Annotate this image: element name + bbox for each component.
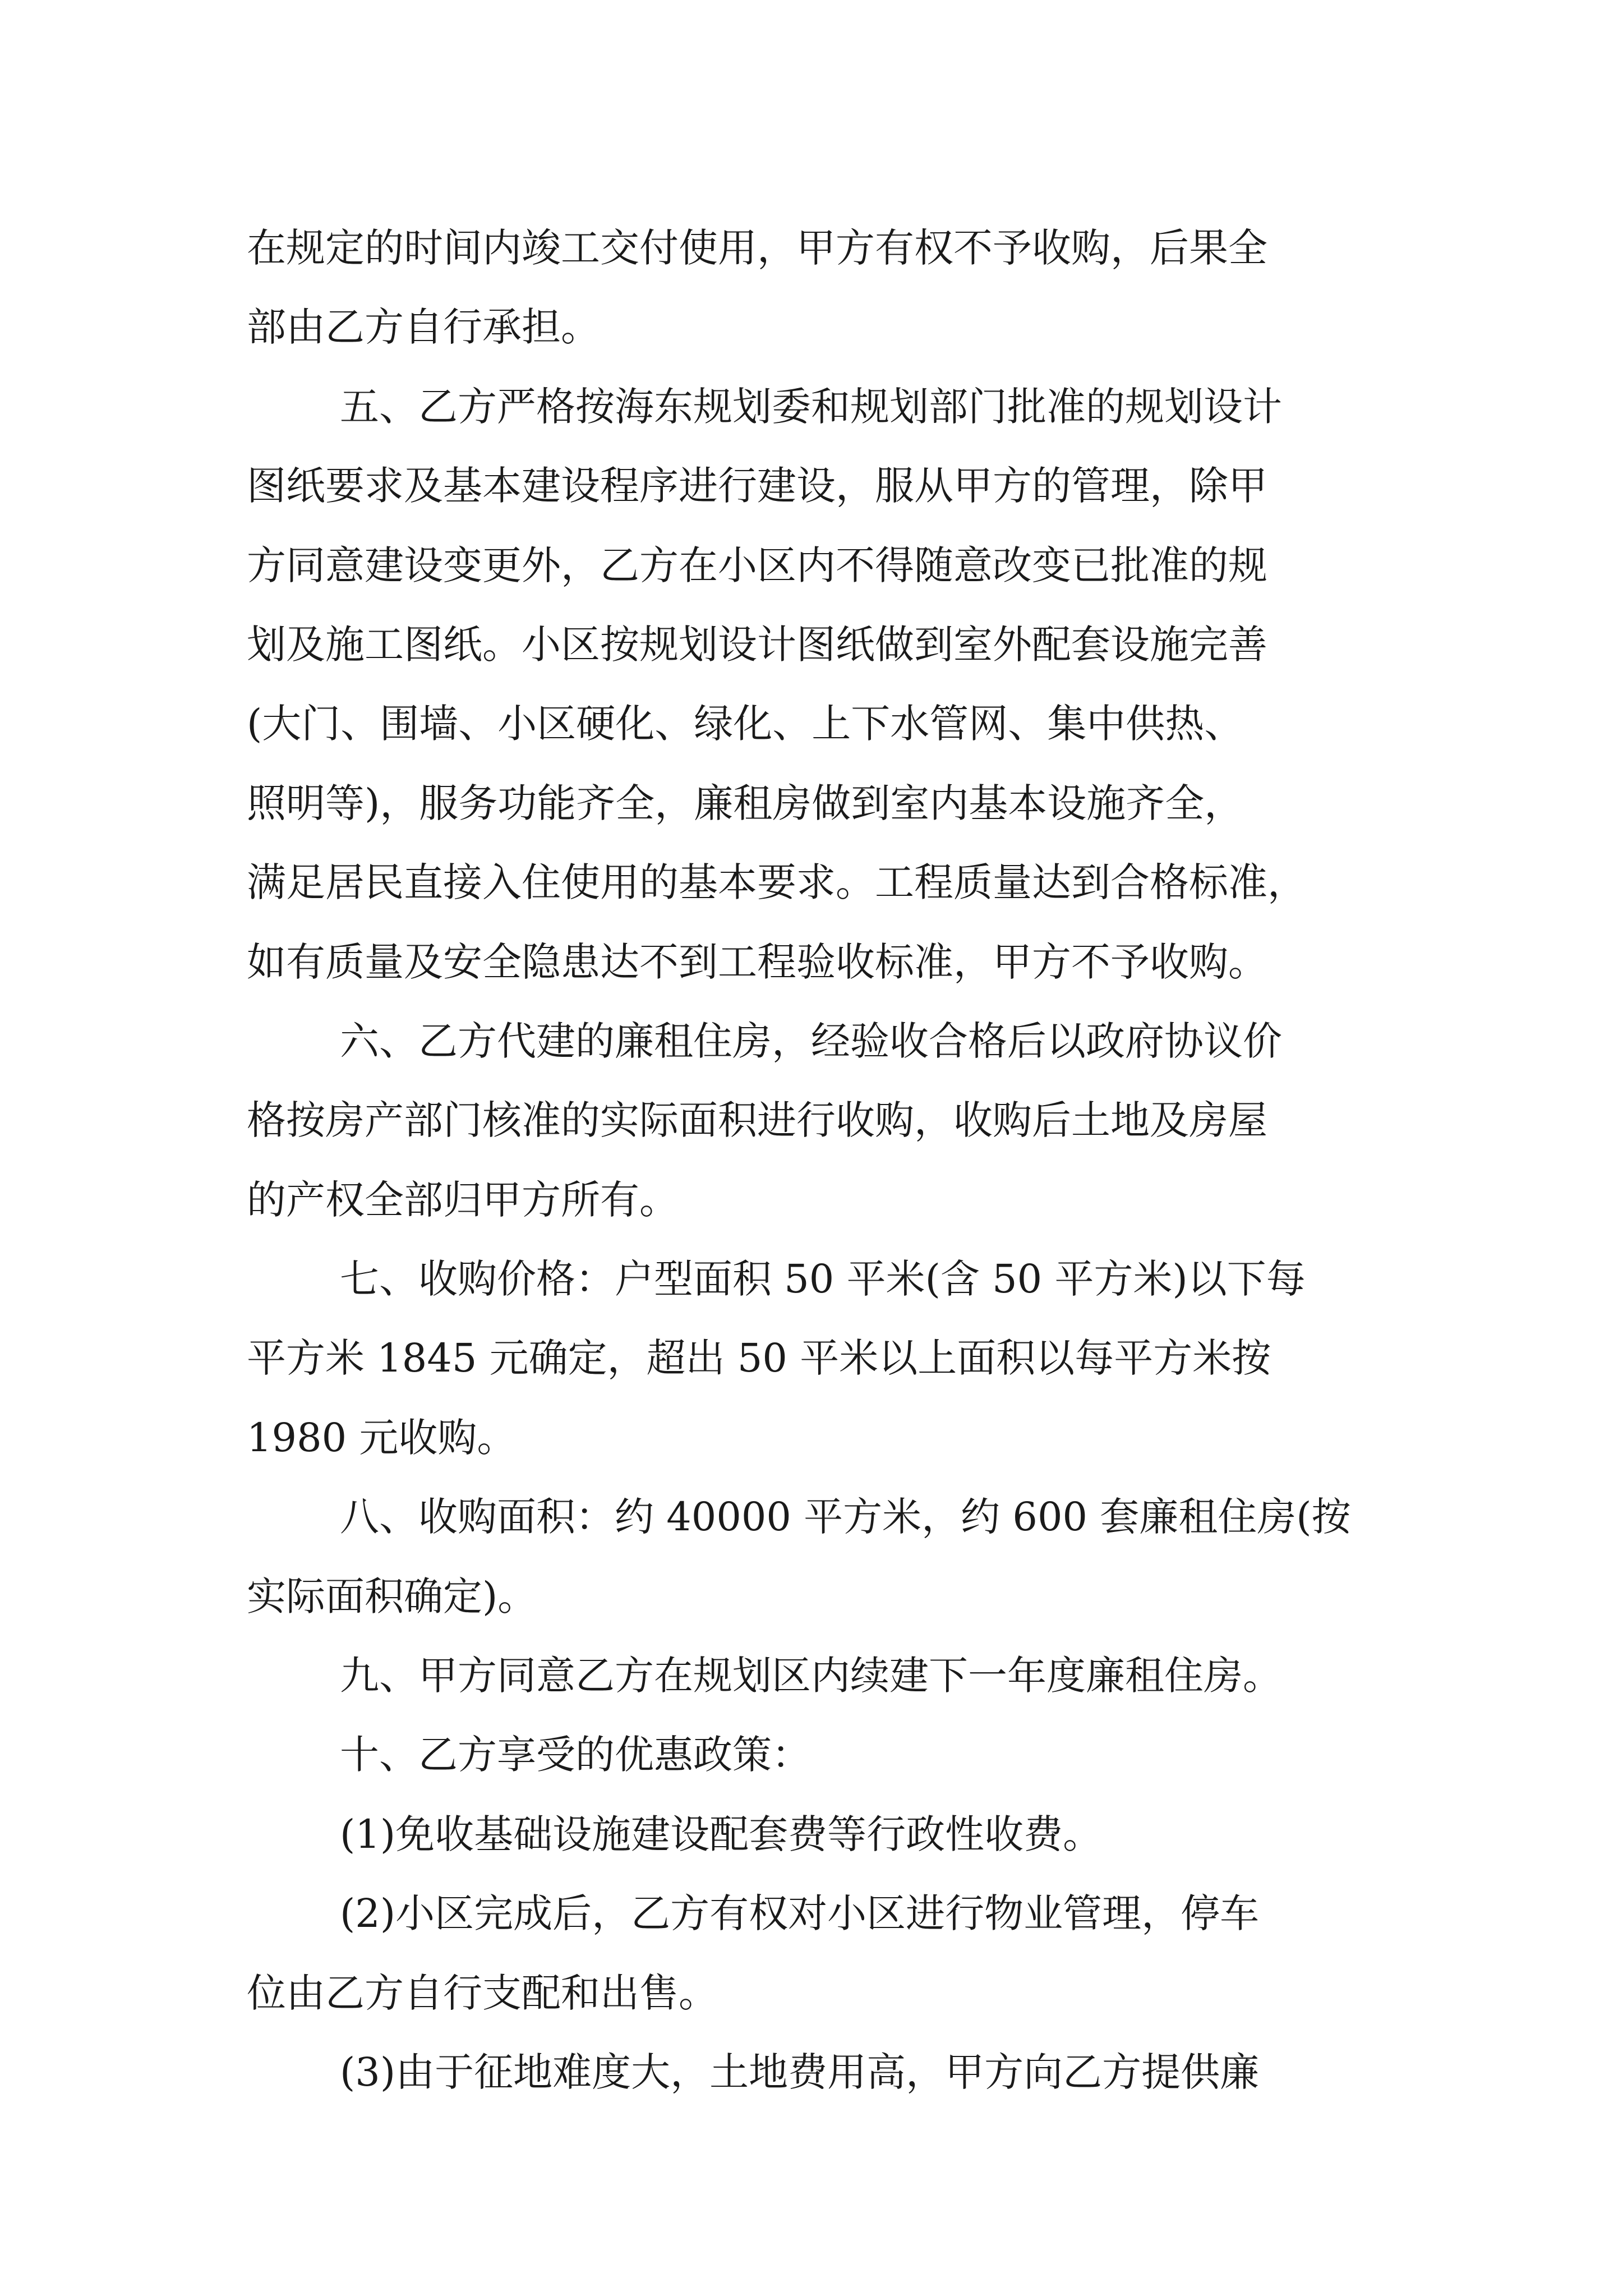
paragraph-clause-5 [247,367,1402,1002]
paragraph-continuation [247,209,1402,367]
text-line: 1980 元收购。 [247,1414,517,1461]
text-line: 八、收购面积：约 40000 平方米，约 600 套廉租住房(按 [340,1494,1351,1540]
text-line: 十、乙方享受的优惠政策： [340,1732,811,1778]
paragraph-clause-8 [247,1478,1402,1636]
text-line: 方同意建设变更外，乙方在小区内不得随意改变已批准的规 [247,542,1267,588]
text-line: 九、甲方同意乙方在规划区内续建下一年度廉租住房。 [340,1653,1282,1699]
text-line: 照明等)，服务功能齐全，廉租房做到室内基本设施齐全， [247,780,1244,826]
text-line: 平方米 1845 元确定，超出 50 平米以上面积以每平方米按 [247,1335,1271,1382]
text-line: (3)由于征地难度大，土地费用高，甲方向乙方提供廉 [340,2049,1260,2095]
paragraph-clause-10-item-1 [247,1795,1402,1874]
text-line: (大门、围墙、小区硬化、绿化、上下水管网、集中供热、 [247,701,1244,747]
text-line: 的产权全部归甲方所有。 [247,1176,679,1223]
text-line: 六、乙方代建的廉租住房，经验收合格后以政府协议价 [340,1018,1282,1064]
text-line: 图纸要求及基本建设程序进行建设，服从甲方的管理，除甲 [247,463,1267,509]
text-line: (1)免收基础设施建设配套费等行政性收费。 [340,1811,1103,1857]
text-line: (2)小区完成后，乙方有权对小区进行物业管理，停车 [340,1890,1260,1937]
text-line: 部由乙方自行承担。 [247,304,600,351]
text-line: 满足居民直接入住使用的基本要求。工程质量达到合格标准， [247,859,1307,906]
text-line: 格按房产部门核准的实际面积进行收购，收购后土地及房屋 [247,1097,1267,1144]
text-line: 位由乙方自行支配和出售。 [247,1970,718,2016]
paragraph-clause-10-item-2 [247,1874,1402,2033]
text-line: 五、乙方严格按海东规划委和规划部门批准的规划设计 [340,383,1282,430]
text-line: 在规定的时间内竣工交付使用，甲方有权不予收购，后果全 [247,225,1267,271]
text-line: 实际面积确定)。 [247,1573,537,1619]
text-line: 七、收购价格：户型面积 50 平米(含 50 平方米)以下每 [340,1256,1306,1303]
paragraph-clause-10 [247,1715,1402,1795]
document-body [247,209,1402,2112]
paragraph-clause-9 [247,1636,1402,1715]
paragraph-clause-10-item-3 [247,2033,1402,2112]
text-line: 如有质量及安全隐患达不到工程验收标准，甲方不予收购。 [247,938,1267,985]
paragraph-clause-6 [247,1002,1402,1240]
text-line: 划及施工图纸。小区按规划设计图纸做到室外配套设施完善 [247,621,1267,668]
paragraph-clause-7 [247,1240,1402,1478]
